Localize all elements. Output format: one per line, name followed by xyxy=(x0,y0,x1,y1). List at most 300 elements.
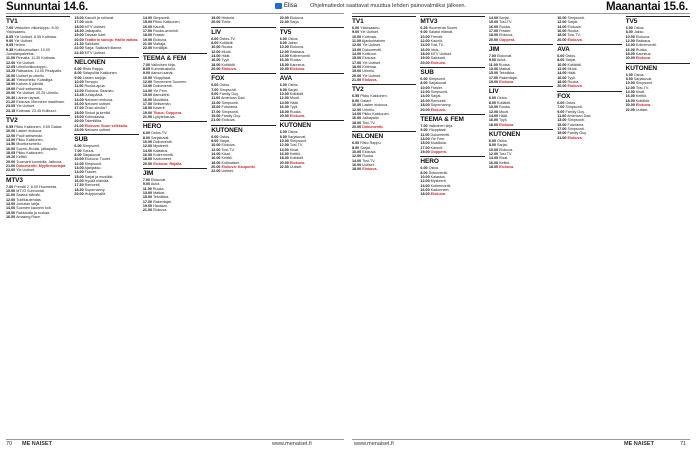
schedule-column xyxy=(280,16,344,436)
program-title: Sarjakuvat. xyxy=(287,134,307,139)
program-time: 11.00 xyxy=(74,84,84,89)
channel-heading: SUB xyxy=(74,134,138,144)
program-title: Sarjakuvat. xyxy=(633,77,653,82)
program-title: Elokuva. xyxy=(289,45,305,50)
program-time: 17.00 xyxy=(557,126,567,131)
program-title: Elokuva. xyxy=(499,164,515,169)
program-title: Totuus. xyxy=(82,148,95,153)
program-time: 12.00 xyxy=(6,197,16,202)
program-title: Simpsonit. xyxy=(430,90,448,95)
program-title: Ruoka. xyxy=(499,105,511,110)
program-title: Dokumentti. xyxy=(153,139,173,144)
program-time: 21.00 xyxy=(74,123,84,128)
brand-name: Elisa xyxy=(284,3,298,9)
channel-heading: TEEMA & FEM xyxy=(143,53,207,63)
program-time: 12.05 xyxy=(6,65,16,70)
program-title: MTV3 Sunnuntai. xyxy=(16,189,45,193)
program-title: Häät. xyxy=(567,71,577,76)
channel-heading: TV5 xyxy=(280,27,344,37)
program-title: Yleisurheilu: Kultaliiga. xyxy=(16,78,54,83)
program-entry xyxy=(489,38,553,42)
program-title: Sarjat. xyxy=(219,138,231,143)
program-time: 9.00 xyxy=(488,58,496,63)
program-title: Kotiremontti. xyxy=(153,152,174,157)
program-title: Ruoka. xyxy=(221,45,234,50)
program-time: 23.05 xyxy=(6,104,16,109)
program-entry xyxy=(143,162,207,166)
program-time: 12.00 xyxy=(6,133,16,138)
program-time: 12.00 xyxy=(488,109,499,114)
program-time: 14.00 xyxy=(488,156,499,161)
program-title: Tekniikka. xyxy=(153,195,170,200)
program-entry xyxy=(420,61,484,65)
program-time: 9.00 xyxy=(6,39,14,44)
program-title: Elokuva. xyxy=(430,107,446,112)
program-entry xyxy=(626,56,690,60)
program-time: 21.30 xyxy=(74,42,84,47)
program-title: Kotiäidit. xyxy=(289,92,305,97)
program-title: Uutiset. xyxy=(362,162,375,167)
program-title: Dokumentti: Myytinmurtajat. xyxy=(16,163,67,168)
program-time: 18.00 xyxy=(488,33,499,38)
program-time: 14.00 xyxy=(420,94,430,99)
program-title: Simpsonit. xyxy=(567,118,585,123)
program-time: 12.00 xyxy=(557,67,567,72)
program-title: Keittiö. xyxy=(221,156,233,161)
program-time: 19.00 xyxy=(142,204,153,209)
program-time: 20.00 xyxy=(74,192,84,197)
program-time: 18.00 xyxy=(625,98,635,103)
schedule-column xyxy=(352,16,416,436)
program-time: 8.00 xyxy=(142,135,150,140)
program-time: 15.00 xyxy=(352,56,362,61)
program-title: Elokuva. xyxy=(567,84,583,89)
program-title: Elokuvat. xyxy=(497,54,513,59)
program-title: Keittiö. xyxy=(289,151,302,156)
program-time: 12.00 xyxy=(74,161,84,166)
program-title: Sarja. xyxy=(289,20,300,25)
program-title: Lasten sarjoja. xyxy=(82,75,107,80)
program-title: Elokuva. xyxy=(221,143,236,148)
program-time: 15.00 xyxy=(488,20,499,25)
program-time: 22.00 xyxy=(211,169,221,174)
program-title: Elokuva. xyxy=(362,149,377,154)
program-time: 12.00 xyxy=(352,107,362,112)
program-time: 18.30 xyxy=(74,29,84,34)
schedule-column xyxy=(626,16,690,436)
program-entry xyxy=(489,123,553,127)
program-title: Remontti. xyxy=(84,183,101,188)
program-time: 9.00 xyxy=(420,128,428,133)
program-time: 14.00 xyxy=(557,71,567,76)
program-time: 22.00 xyxy=(279,164,289,169)
program-time: 15.00 xyxy=(74,16,84,20)
program-time: 11.00 xyxy=(6,193,16,198)
program-title: Kalastus. xyxy=(153,148,169,153)
program-title: Futurama. xyxy=(567,122,585,127)
program-entry xyxy=(420,150,484,154)
program-entry xyxy=(489,80,553,84)
program-title: Salkkarit. xyxy=(430,56,446,61)
program-title: Sarjakuvat. xyxy=(82,152,102,157)
program-time: 7.00 xyxy=(6,26,14,30)
program-title: Kauniit. xyxy=(153,24,166,29)
program-title: Kulttuuriuutiset. 10.00 Jumalanpalvelus. xyxy=(6,47,50,57)
program-title: Tosi-TV. xyxy=(430,43,444,48)
program-title: Ajanjakso. xyxy=(84,165,102,170)
program-time: 8.00 xyxy=(625,30,633,35)
program-title: Uutiset ja urheilu. xyxy=(16,73,45,78)
program-time: 15.00 xyxy=(142,20,153,25)
right-day-title: Maanantai 15.6. xyxy=(605,1,688,13)
program-title: Elokuva: Suuri seikkailu. xyxy=(84,123,129,128)
left-header-rule xyxy=(6,13,344,14)
program-title: Yle Uutiset. xyxy=(14,39,34,44)
program-time: 18.05 xyxy=(6,150,16,155)
channel-heading: TV2 xyxy=(6,115,70,125)
program-time: 12.00 xyxy=(6,60,16,65)
program-time: 16.00 xyxy=(420,98,430,103)
program-entry xyxy=(420,108,484,112)
program-title: Simpsonit. xyxy=(567,16,585,20)
program-title: Elokuva. xyxy=(153,37,168,42)
program-time: 20.00 xyxy=(420,60,430,65)
program-title: Supernanny. xyxy=(430,103,452,108)
program-time: 18.00 xyxy=(420,52,430,57)
program-time: 8.00 xyxy=(279,134,287,139)
program-title: Tosi-TV. xyxy=(221,147,235,152)
program-title: Keittiö. xyxy=(635,94,648,99)
program-time: 19.00 xyxy=(488,80,499,85)
program-title: Kotiäidit. xyxy=(289,156,305,161)
program-title: Kahvia & päivää. xyxy=(16,82,44,87)
program-time: 6.00 xyxy=(142,131,150,136)
program-entry xyxy=(557,84,621,88)
program-time: 7.00 xyxy=(142,177,150,182)
program-title: Elokuva. xyxy=(430,192,446,197)
program-title: Kotiäidit. xyxy=(567,62,582,67)
program-time: 6.00 xyxy=(279,36,287,41)
program-title: Elokuva. xyxy=(289,160,306,165)
program-title: Matkat. xyxy=(153,191,166,195)
program-time: 9.00 xyxy=(557,109,565,114)
program-entry xyxy=(626,108,690,112)
program-title: Sarjat. xyxy=(287,87,299,92)
program-title: Pikku Kakkonen. xyxy=(362,111,390,116)
program-title: Keittiö. xyxy=(16,155,28,160)
program-time: 13.00 xyxy=(211,100,221,105)
program-time: 19.00 xyxy=(142,110,153,115)
program-time: 7.00 xyxy=(488,54,496,59)
program-title: Elokuva. xyxy=(499,147,514,152)
program-time: 14.00 xyxy=(279,147,289,152)
schedule-column xyxy=(143,16,207,436)
program-time: 19.00 xyxy=(211,16,221,20)
program-title: Yle Uutiset. 20.25 Urheilu. xyxy=(16,91,60,96)
program-title: Elokuva: Kaupunki. xyxy=(221,164,256,169)
program-time: 22.00 xyxy=(74,46,84,51)
program-title: Ylioppilaat. xyxy=(428,128,447,133)
program-title: Aamun sanat. xyxy=(150,71,174,76)
left-day-title: Sunnuntai 14.6. xyxy=(6,1,88,13)
program-time: 16.00 xyxy=(211,58,221,63)
program-time: 16.00 xyxy=(279,105,289,110)
program-time: 8.00 xyxy=(211,138,219,143)
program-entry xyxy=(211,118,275,122)
program-title: Ostos. xyxy=(428,166,440,171)
program-title: Kauneus. xyxy=(289,62,306,67)
program-title: Hyvää elämää. xyxy=(84,179,110,183)
program-time: 8.00 xyxy=(74,71,82,76)
program-time: 14.00 xyxy=(625,90,635,95)
program-time: 16.00 xyxy=(6,215,16,220)
program-time: 16.00 xyxy=(420,47,430,52)
program-title: Kauniit. xyxy=(430,39,443,44)
program-title: Ostos-TV. xyxy=(151,131,168,136)
program-title: Moottoriurheilu. xyxy=(16,142,42,147)
program-time: 18.00 xyxy=(211,62,221,67)
program-title: Ooppera. xyxy=(430,149,447,154)
program-time: 10.00 xyxy=(142,139,153,144)
program-title: Kotimaa. 23.45 Kulttuuri. xyxy=(16,108,57,113)
program-title: Elokuva. xyxy=(567,37,583,42)
program-time: 11.00 xyxy=(142,186,152,191)
program-title: Idols. xyxy=(430,47,440,52)
program-time: 17.00 xyxy=(211,109,221,114)
program-time: 6.00 xyxy=(211,134,219,139)
program-time: 10.00 xyxy=(6,129,16,134)
program-title: American Dad. xyxy=(567,113,592,118)
channel-heading: TEEMA & FEM xyxy=(420,114,484,124)
program-time: 18.00 xyxy=(488,164,499,169)
program-time: 13.00 xyxy=(142,191,153,195)
program-time: 19.20 xyxy=(6,155,16,160)
program-title: Kauniit ja rohkeat. xyxy=(84,16,115,20)
program-title: Ostos. xyxy=(287,130,299,135)
program-time: 14.00 xyxy=(279,100,289,105)
program-time: 10.00 xyxy=(625,81,635,86)
program-time: 10.00 xyxy=(211,143,221,148)
program-time: 22.00 xyxy=(142,46,153,51)
program-title: Jakso. xyxy=(287,41,299,46)
schedule-column xyxy=(557,16,621,436)
program-time: 11.00 xyxy=(211,96,221,101)
program-time: 14.00 xyxy=(557,24,567,29)
program-title: Autot. xyxy=(150,182,161,187)
program-time: 18.30 xyxy=(74,187,84,192)
program-title: Kauneus. xyxy=(635,52,652,57)
program-title: Ostos. xyxy=(219,83,231,88)
program-time: 20.00 xyxy=(625,103,635,108)
program-time: 8.00 xyxy=(352,98,360,103)
elisa-logo-icon xyxy=(275,3,282,9)
program-title: Kisat. xyxy=(289,147,300,152)
program-title: Frendit. xyxy=(430,34,444,39)
program-time: 19.00 xyxy=(6,86,16,91)
program-time: 18.00 xyxy=(142,33,153,38)
program-time: 14.00 xyxy=(142,88,153,93)
program-title: Yle Uutiset. 8.55 Kotimaa. xyxy=(14,34,57,39)
program-title: Elokuva: Saaristo. xyxy=(84,88,115,93)
program-title: Elokuva. xyxy=(362,167,378,172)
program-time: 6.00 xyxy=(352,26,360,30)
channel-heading: JIM xyxy=(143,168,207,178)
program-time: 21.00 xyxy=(352,78,362,83)
program-time: 11.00 xyxy=(6,56,16,61)
program-title: Mysteerit. xyxy=(430,179,447,184)
program-title: Talenttiilta. xyxy=(84,119,103,124)
program-title: Galaxi. xyxy=(360,98,372,103)
program-time: 13.00 xyxy=(352,47,362,52)
program-time: 11.00 xyxy=(420,132,430,137)
program-title: Pikku Kakkonen. xyxy=(360,94,388,99)
program-time: 11.00 xyxy=(352,39,362,44)
program-title: Ratsastus. 14.00 Pesäpallo. xyxy=(16,69,63,74)
program-time: 10.00 xyxy=(352,149,362,154)
program-title: Mysteerit. xyxy=(153,144,170,149)
program-title: Pinnalla. 11.30 Kotimaa. xyxy=(16,56,56,61)
channel-heading: TV5 xyxy=(626,16,690,26)
program-time: 10.00 xyxy=(142,75,153,80)
program-time: 20.00 xyxy=(352,124,362,129)
program-title: Häät. xyxy=(221,54,231,59)
program-title: Häät. xyxy=(289,100,299,105)
program-time: 9.35 xyxy=(6,47,14,52)
program-time: 18.00 xyxy=(74,24,84,29)
program-title: Yle Uutiset. xyxy=(16,104,36,109)
program-time: 19.00 xyxy=(557,131,567,136)
program-title: Elokuva. xyxy=(289,16,305,20)
program-entry xyxy=(6,215,70,219)
program-entry xyxy=(143,115,207,119)
program-time: 16.00 xyxy=(142,152,153,157)
program-title: Tosi-TV. xyxy=(362,120,376,125)
program-title: Sarjat. xyxy=(497,143,508,148)
program-time: 15.00 xyxy=(211,105,221,110)
schedule-column xyxy=(420,16,484,436)
program-time: 21.00 xyxy=(142,208,153,213)
brand xyxy=(275,3,297,9)
program-time: 19.00 xyxy=(420,56,430,61)
channel-heading: SUB xyxy=(420,67,484,77)
program-time: 8.00 xyxy=(420,81,428,86)
program-time: 22.00 xyxy=(625,107,635,112)
program-title: Kummituskello. xyxy=(151,67,177,72)
program-title: Keräilijät. xyxy=(153,46,169,51)
program-title: Tosi-TV. xyxy=(362,158,376,163)
program-time: 20.00 xyxy=(557,84,567,89)
program-time: 13.00 xyxy=(142,84,153,89)
program-time: 12.00 xyxy=(211,147,221,152)
program-time: 18.00 xyxy=(6,82,16,87)
program-time: 18.00 xyxy=(557,33,567,38)
program-time: 10.00 xyxy=(279,138,289,143)
program-time: 9.00 xyxy=(74,75,82,80)
program-title: Muoti. xyxy=(221,49,232,54)
program-time: 16.00 xyxy=(488,160,499,165)
program-title: Ostos. xyxy=(219,134,231,139)
program-title: Yle Uutiset. xyxy=(362,60,382,65)
program-time: 10.00 xyxy=(420,85,430,90)
program-title: Urheilu. xyxy=(362,69,375,74)
program-time: 6.00 xyxy=(557,100,565,105)
program-title: Dokumentti. xyxy=(430,132,451,137)
program-time: 12.00 xyxy=(211,49,221,54)
program-title: Tosi-TV. xyxy=(635,85,650,90)
program-time: 9.00 xyxy=(142,182,150,187)
program-title: Juhlapäivä. xyxy=(84,93,104,98)
program-time: 14.00 xyxy=(420,43,430,48)
program-time: 16.00 xyxy=(74,101,84,106)
program-time: 9.00 xyxy=(211,92,219,97)
program-title: Elokuva. xyxy=(499,80,515,85)
program-title: Simpsonit. xyxy=(82,144,100,149)
program-title: Historia. xyxy=(221,16,236,20)
program-title: Lyhytelokuva. xyxy=(153,114,176,119)
program-time: 6.25 xyxy=(420,26,428,30)
program-time: 10.00 xyxy=(352,34,362,39)
program-title: Tuomarit tuomiolla. Jatkuva. xyxy=(16,159,63,164)
program-title: Dokumentti. xyxy=(362,124,384,129)
program-time: 6.00 xyxy=(211,36,219,41)
program-entry xyxy=(211,67,275,71)
program-time: 15.00 xyxy=(420,141,430,146)
program-title: Tulitikkutehdas. xyxy=(16,197,42,202)
program-title: Ajankohtainen. xyxy=(361,39,387,44)
program-time: 19.00 xyxy=(74,33,84,38)
program-title: Family Guy. xyxy=(221,113,241,118)
program-title: Häät. xyxy=(499,113,508,118)
program-title: Elokuvat. xyxy=(151,177,167,182)
program-title: Elokuva. xyxy=(153,208,168,213)
program-title: Simpsonit. xyxy=(153,16,171,20)
program-time: 19.00 xyxy=(142,37,153,42)
program-time: 20.00 xyxy=(142,161,153,166)
channel-heading: HERO xyxy=(143,121,207,131)
program-time: 12.00 xyxy=(488,151,499,156)
program-time: 12.00 xyxy=(420,90,430,95)
program-entry xyxy=(557,38,621,42)
program-entry xyxy=(74,128,138,132)
program-time: 6.00 xyxy=(420,77,428,82)
program-time: 16.00 xyxy=(6,146,16,151)
program-title: Frasier. xyxy=(430,85,443,90)
schedule-column xyxy=(6,16,70,436)
program-title: Lännen lapset. xyxy=(16,95,41,100)
program-time: 18.00 xyxy=(211,160,221,165)
program-time: 12.00 xyxy=(625,85,635,90)
program-title: Ruoka. xyxy=(498,62,511,67)
program-title: Frendit 2. 8.00 Huomenta. xyxy=(14,184,58,189)
program-time: 6.00 xyxy=(279,83,287,88)
program-title: Voittaja. xyxy=(153,42,167,47)
program-time: 18.00 xyxy=(74,110,84,115)
program-title: Ostos. xyxy=(287,83,299,88)
program-title: Elokuva: Rajalla. xyxy=(153,161,183,166)
program-title: Kotimaiset. xyxy=(221,160,240,165)
program-title: Seitsemän. xyxy=(153,101,172,106)
page-footer xyxy=(0,439,696,450)
program-time: 6.00 xyxy=(74,144,82,149)
program-title: Kadonneet. xyxy=(153,157,172,162)
program-title: Simpsonit. xyxy=(221,100,239,105)
program-title: Muoti. xyxy=(499,109,510,114)
program-time: 20.00 xyxy=(211,164,221,169)
program-title: Simpsonit. xyxy=(565,105,583,110)
program-time: 8.00 xyxy=(279,87,287,92)
program-title: Kotimaa. xyxy=(362,34,377,39)
program-entry xyxy=(211,169,275,173)
